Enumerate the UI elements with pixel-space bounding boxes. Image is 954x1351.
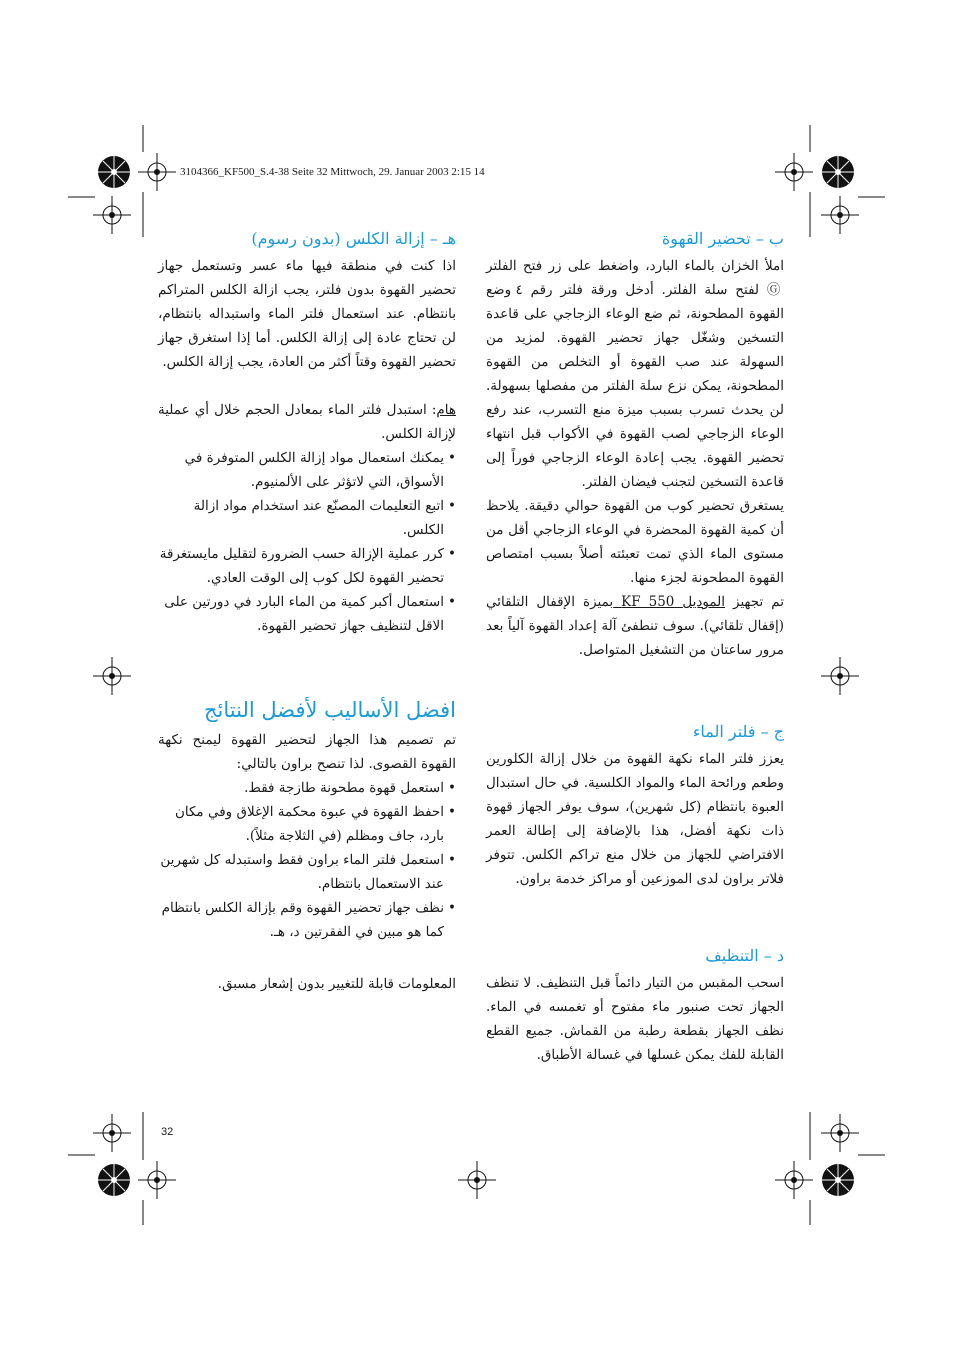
registration-rosette-icon [98,1164,130,1196]
cleaning-paragraph: اسحب المقبس من التيار دائماً قبل التنظيف. لا تنظف الجهاز تحت صنبور ماء مفتوح أو تغمسه في الماء. نظف الجهاز بقطعة رطبة من القماش. جميع القطع القابلة للفك يمكن غسلها في غسالة الأطباق. [486,975,784,1063]
page-number: 32 [161,1126,174,1138]
list-item: • احفظ القهوة في عبوة محكمة الإغلاق وفي مكان بارد، جاف ومظلم (في الثلاجة مثلاً). [174,804,456,844]
brew-p3-model-label: الموديل [682,594,726,610]
descaling-section [158,229,456,638]
registration-rosette-icon [98,156,130,188]
list-item: • يمكنك استعمال مواد إزالة الكلس المتوفرة في الأسواق، التي لاتؤثر على الألمنيوم. [184,450,456,490]
descaling-paragraph: اذا كنت في منطقة فيها ماء عسر وتستعمل جهاز تحضير القهوة بدون فلتر، يجب ازالة الكلس المتراكم بانتظام. عند استعمال فلتر الماء واستبداله بانتظام، لن تحتاج عادة إلى إزالة الكلس. أما إذا استغرق جهاز تحضير القهوة وقتاً أكثر من العادة، يجب إزالة الكلس. [158,258,456,370]
descaling-note-label: هام [436,402,456,418]
list-item: • استعمال أكبر كمية من الماء البارد في دورتين على الاقل لتنظيف جهاز تحضير القهوة. [164,594,456,634]
filter-paragraph: يعزز فلتر الماء نكهة القهوة من خلال إزالة الكلورين وطعم ورائحة الماء والمواد الكلسية. في حال استبدال العبوة بانتظام (كل شهرين)، سوف يوفر الجهاز قهوة ذات نكهة أفضل، هذا بالإضافة إلى إطالة العمر الافتراضي للجهاز من خلال منع تراكم الكلس. تتوفر فلاتر براون لدى الموزعين أو مراكز خدمة براون. [486,751,784,887]
registration-rosette-icon [822,1164,854,1196]
list-item: • كرر عملية الإزالة حسب الضرورة لتقليل مايستغرقة تحضير القهوة لكل كوب إلى الوقت العادي. [159,546,456,586]
tips-intro: تم تصميم هذا الجهاز لتحضير القهوة ليمنح نكهة القهوة القصوى. لذا تنصح براون بالتالي: [158,732,456,772]
list-item: • اتبع التعليمات المصنّع عند استخدام مواد ازالة الكلس. [193,498,456,538]
brew-p3-model: KF 550 [613,594,683,610]
tips-section [158,698,456,996]
brew-p3-rest: بميزة الإقفال التلقائي (إقفال تلقائي). سوف تنطفئ آلة إعداد القهوة آلياً بعد مرور ساعتان من التشغيل المتواصل. [486,594,784,658]
descaling-note [158,398,456,446]
cleaning-title: د – التنظيف [705,946,784,965]
tips-bullets [158,776,456,944]
list-item: • استعمل فلتر الماء براون فقط واستبدله كل شهرين عند الاستعمال بانتظام. [160,852,456,892]
filter-section [486,722,784,891]
tips-footer-note: المعلومات قابلة للتغيير بدون إشعار مسبق. [217,976,456,992]
cleaning-section [486,946,784,1067]
descaling-bullets [158,446,456,638]
tips-title: افضل الأساليب لأفضل النتائج [203,698,456,722]
filter-title: ج – فلتر الماء [692,722,784,741]
brew-paragraph-2: يستغرق تحضير كوب من القهوة حوالي دقيقة. يلاحظ أن كمية القهوة المحضرة في الوعاء الزجاجي أقل من مستوى الماء الذي تمت تعبئته أصلاً بسبب امتصاص القهوة المطحونة لجزء منها. [486,498,784,586]
brew-paragraph-3 [486,590,784,662]
brew-title: ب – تحضير القهوة [661,229,784,248]
print-header: 3104366_KF500_S.4-38 Seite 32 Mittwoch, 29. Januar 2003 2:15 14 [180,166,485,178]
descaling-note-text: : استبدل فلتر الماء بمعادل الحجم خلال أي عملية لإزالة الكلس. [158,402,456,442]
list-item: • نظف جهاز تحضير القهوة وقم بإزالة الكلس بانتظام كما هو مبين في الفقرتين د، هـ. [161,900,456,940]
brew-paragraph-1: املأ الخزان بالماء البارد، واضغط على زر فتح الفلتر Ⓖ لفتح سلة الفلتر. أدخل ورقة فلتر رقم ٤ وضع القهوة المطحونة، ثم ضع الوعاء الزجاجي على قاعدة التسخين وشغّل جهاز تحضير القهوة. لمزيد من السهولة عند صب القهوة أو التخلص من القهوة المطحونة، يمكن نزع سلة الفلتر من مفصلها بسهولة. لن يحدث تسرب بسبب ميزة منع التسرب، عند رفع الوعاء الزجاجي لصب القهوة في الأكواب قبل انتهاء تحضير القهوة. يجب إعادة الوعاء الزجاجي فوراً إلى قاعدة التسخين لتجنب فيضان الفلتر. [486,258,784,490]
brew-p3-prefix: تم تجهيز [725,594,784,610]
list-item: • استعمل قهوة مطحونة طازجة فقط. [244,780,456,796]
registration-rosette-icon [822,156,854,188]
brew-section [486,229,784,662]
descaling-title: هـ – إزالة الكلس (بدون رسوم) [251,229,456,248]
